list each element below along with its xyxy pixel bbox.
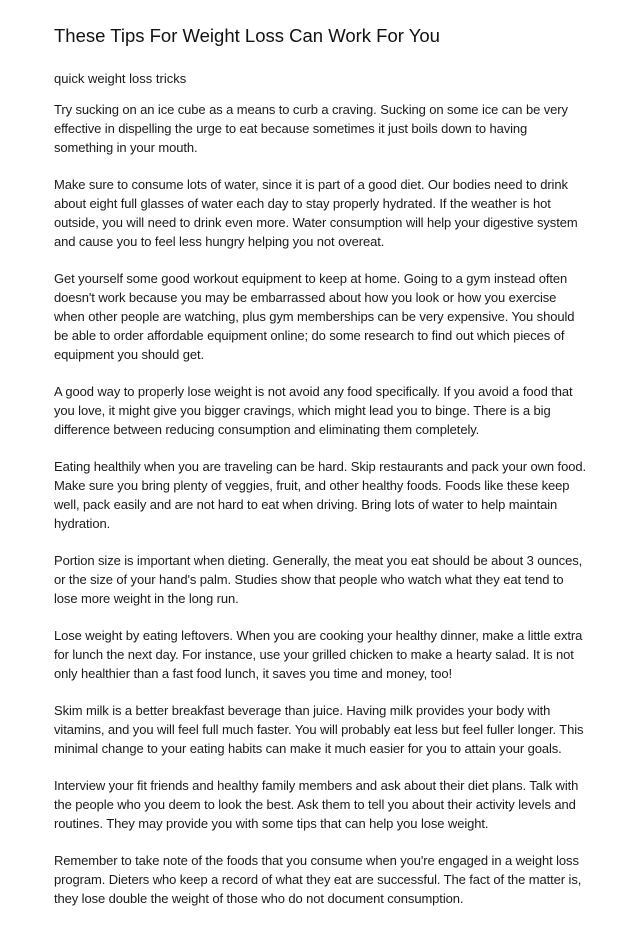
paragraph-portion-size: Portion size is important when dieting. Generally, the meat you eat should be about 3 ounces, or the size of your hand's palm. Studies show that people who watch what they eat tend to lose more weight in the long run. [54,553,583,606]
paragraph-skim-milk: Skim milk is a better breakfast beverage than juice. Having milk provides your body with vitamins, and you will feel full much faster. You will probably eat less but feel fuller longer. This minimal change to your eating habits can make it much easier for you to attain your goals. [54,703,584,756]
paragraph-workout-equipment: Get yourself some good workout equipment to keep at home. Going to a gym instead often doesn't work because you may be embarrassed about how you look or how you exercise when other people are watching, plus gym memberships can be very expensive. You should be able to order affordable equipment online; do some research to find out which pieces of equipment you should get. [54,271,575,362]
document-title: These Tips For Weight Loss Can Work For You [54,25,440,46]
paragraph-ice-cube: Try sucking on an ice cube as a means to curb a craving. Sucking on some ice can be very effective in dispelling the urge to eat because sometimes it just boils down to having something in your mouth. [54,102,568,155]
paragraph-traveling: Eating healthily when you are traveling can be hard. Skip restaurants and pack your own food. Make sure you bring plenty of veggies, fruit, and other healthy foods. Foods like these keep well, pack easily and are not hard to eat when driving. Bring lots of water to help maintain hydration. [54,459,586,531]
document-page [54,24,588,926]
paragraph-water: Make sure to consume lots of water, since it is part of a good diet. Our bodies need to drink about eight full glasses of water each day to stay properly hydrated. If the weather is hot outside, you will need to drink even more. Water consumption will help your digestive system and cause you to feel less hungry helping you not overeat. [54,177,578,249]
paragraph-avoid-food: A good way to properly lose weight is not avoid any food specifically. If you avoid a food that you love, it might give you bigger cravings, which might lead you to binge. There is a big difference between reducing consumption and eliminating them completely. [54,384,573,437]
document-subtitle: quick weight loss tricks [54,71,187,86]
paragraph-food-record: Remember to take note of the foods that you consume when you're engaged in a weight loss program. Dieters who keep a record of what they eat are successful. The fact of the matter is, they lose double the weight of those who do not document consumption. [54,853,582,906]
paragraph-leftovers: Lose weight by eating leftovers. When you are cooking your healthy dinner, make a little extra for lunch the next day. For instance, use your grilled chicken to make a hearty salad. It is not only healthier than a fast food lunch, it saves you time and money, too! [54,628,583,681]
paragraph-interview-friends: Interview your fit friends and healthy family members and ask about their diet plans. Talk with the people who you deem to look the best. Ask them to tell you about their activity levels and routines. They may provide you with some tips that can help you lose weight. [54,778,579,831]
